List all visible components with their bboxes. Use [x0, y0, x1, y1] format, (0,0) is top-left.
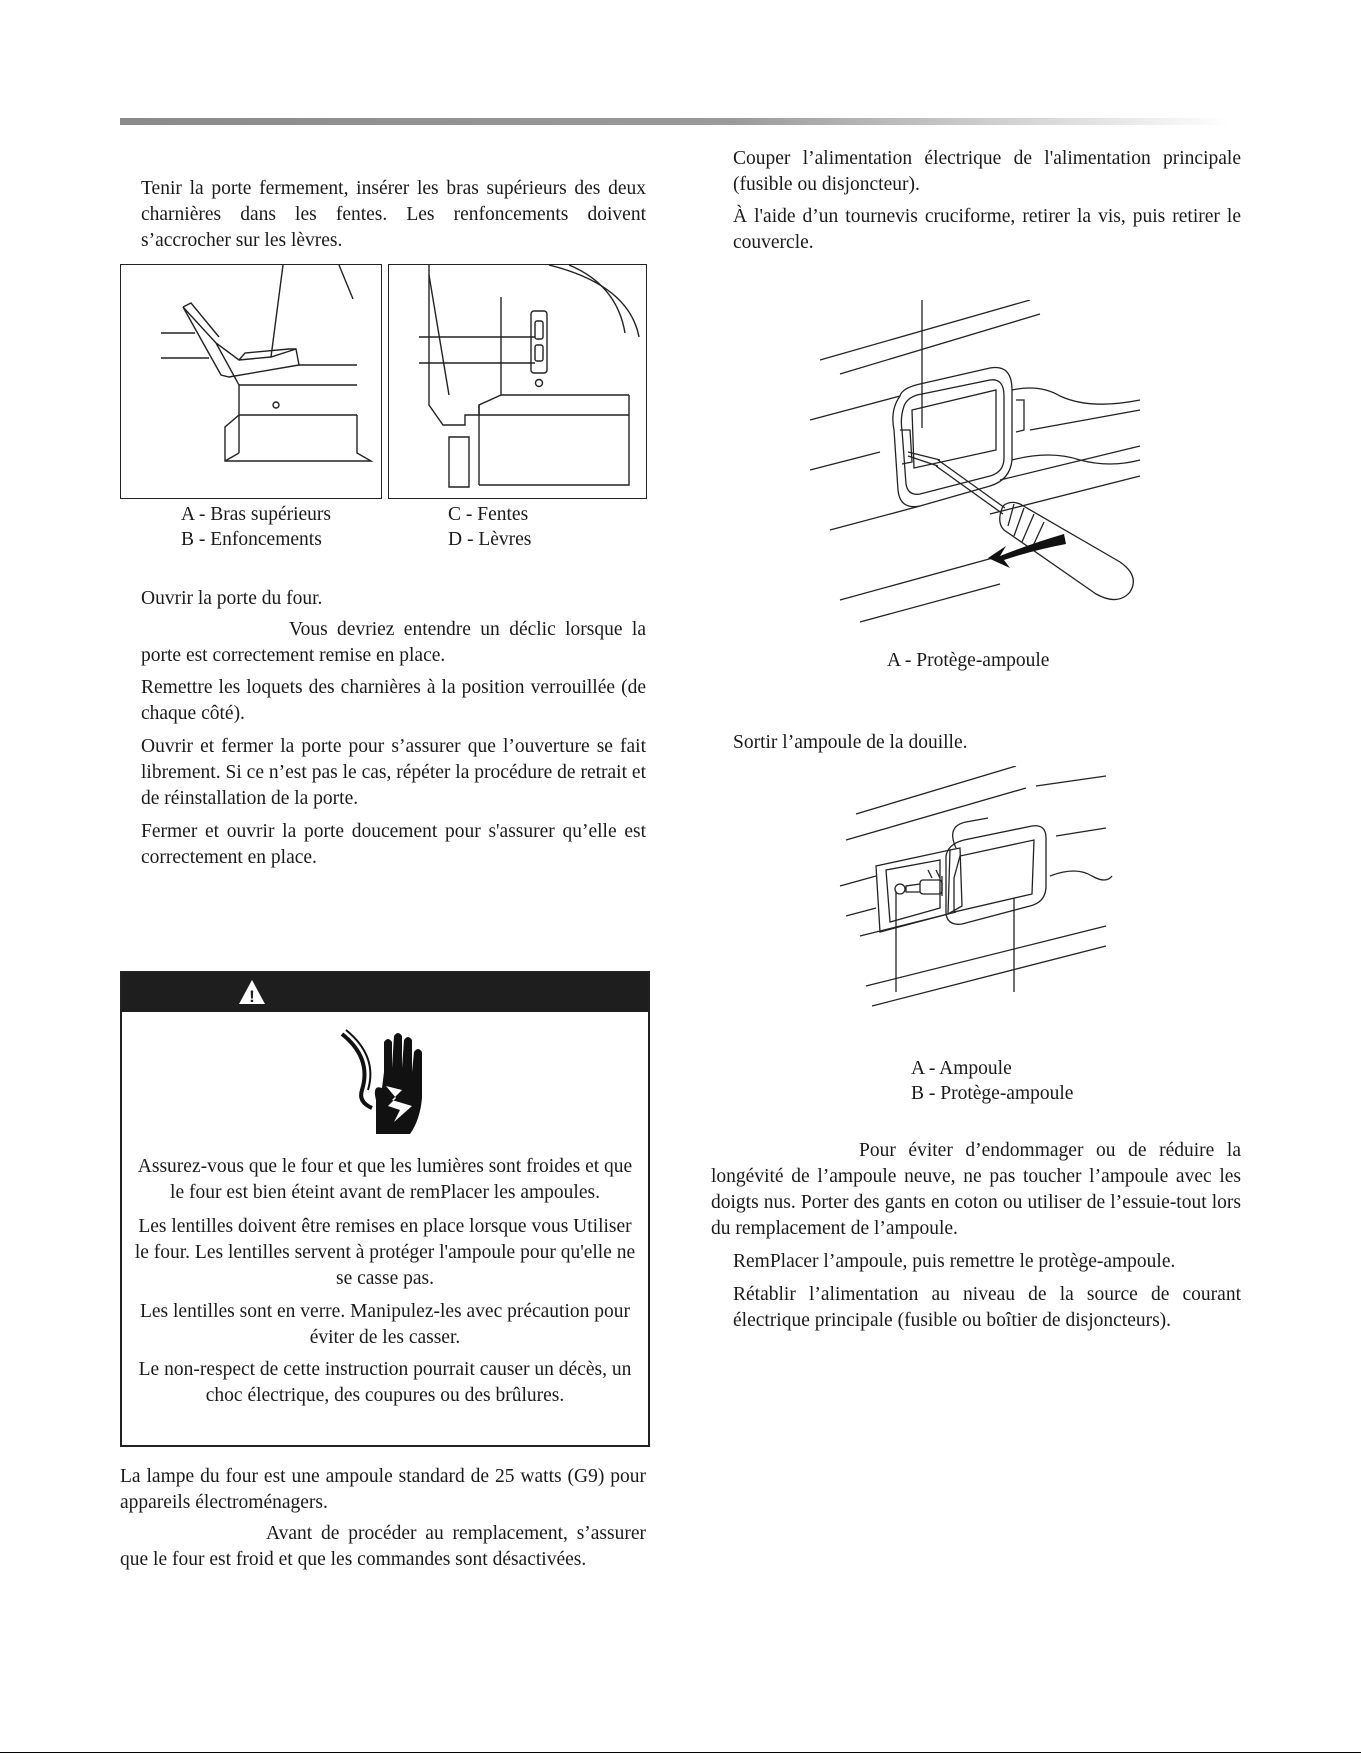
hinge-slot-illustration — [389, 265, 646, 498]
warning-triangle-icon — [122, 973, 648, 1012]
remove-cover-illustration — [800, 300, 1160, 650]
legend-a: A - Bras supérieurs — [181, 504, 332, 525]
hinge-arm-illustration — [121, 265, 381, 498]
step-insert-arms: Tenir la porte fermement, insérer les bras supérieurs des deux charnières dans les fentes. Les renfoncements doivent s’accrocher sur les lèvres. — [141, 178, 646, 251]
warning-header — [122, 973, 648, 1012]
hinge-arm-figure — [120, 264, 382, 499]
hinge-slot-figure — [388, 264, 647, 499]
figure1-caption: A - Protège-ampoule — [887, 650, 1050, 671]
step-cut-power: Couper l’alimentation électrique de l'alimentation principale (fusible ou disjoncteur). — [733, 148, 1241, 195]
header-rule — [120, 118, 1230, 125]
figure2-caption-a: A - Ampoule — [911, 1058, 1012, 1079]
step-remove-bulb: Sortir l’ampoule de la douille. — [733, 732, 968, 753]
before-replacing: Avant de procéder au remplacement, s’assurer que le four est froid et que les commandes sont désactivées. — [120, 1523, 646, 1570]
legend-b: B - Enfoncements — [181, 529, 322, 550]
footer-rule — [0, 1752, 1361, 1753]
electric-shock-hand-icon — [332, 1028, 442, 1138]
step-open-door: Ouvrir la porte du four. — [141, 588, 323, 609]
warning-text-3: Les lentilles sont en verre. Manipulez-les avec précaution pour éviter de les casser. — [139, 1301, 631, 1348]
figure2-caption-b: B - Protège-ampoule — [911, 1083, 1074, 1104]
warning-text-1: Assurez-vous que le four et que les lumières sont froides et que le four est bien éteint avant de remPlacer les ampoules. — [137, 1156, 633, 1203]
step-remove-screw: À l'aide d’un tournevis cruciforme, retirer la vis, puis retirer le couvercle. — [733, 206, 1241, 253]
warning-text-2: Les lentilles doivent être remises en place lorsque vous Utiliser le four. Les lentilles servent à protéger l'ampoule pour qu'elle ne se casse pas. — [134, 1216, 636, 1289]
bulb-removal-illustration — [836, 766, 1116, 1016]
step-replace-bulb: RemPlacer l’ampoule, puis remettre le protège-ampoule. — [733, 1251, 1176, 1272]
legend-d: D - Lèvres — [448, 529, 532, 550]
step-check-opening: Ouvrir et fermer la porte pour s’assurer que l’ouverture se fait librement. Si ce n’est pas le cas, répéter la procédure de retrait et de réinstallation de la porte. — [141, 736, 646, 809]
step-close-gently: Fermer et ouvrir la porte doucement pour s'assurer qu’elle est correctement en place. — [141, 821, 646, 868]
step-click: Vous devriez entendre un déclic lorsque la porte est correctement remise en place. — [141, 619, 646, 666]
warning-text-4: Le non-respect de cette instruction pourrait causer un décès, un choc électrique, des coupures ou des brûlures. — [138, 1359, 632, 1406]
note-gloves: Pour éviter d’endommager ou de réduire la longévité de l’ampoule neuve, ne pas toucher l’ampoule avec les doigts nus. Porter des gants en coton ou utiliser de l’essuie-tout lors du remplacement de l’ampoule. — [711, 1140, 1241, 1239]
step-relock: Remettre les loquets des charnières à la position verrouillée (de chaque côté). — [141, 677, 646, 724]
lamp-info: La lampe du four est une ampoule standard de 25 watts (G9) pour appareils électroménagers. — [120, 1466, 646, 1513]
step-restore-power: Rétablir l’alimentation au niveau de la source de courant électrique principale (fusible ou boîtier de disjoncteurs). — [733, 1284, 1241, 1331]
warning-symbol: ! — [249, 987, 255, 1006]
warning-box — [120, 971, 650, 1447]
legend-c: C - Fentes — [448, 504, 529, 525]
